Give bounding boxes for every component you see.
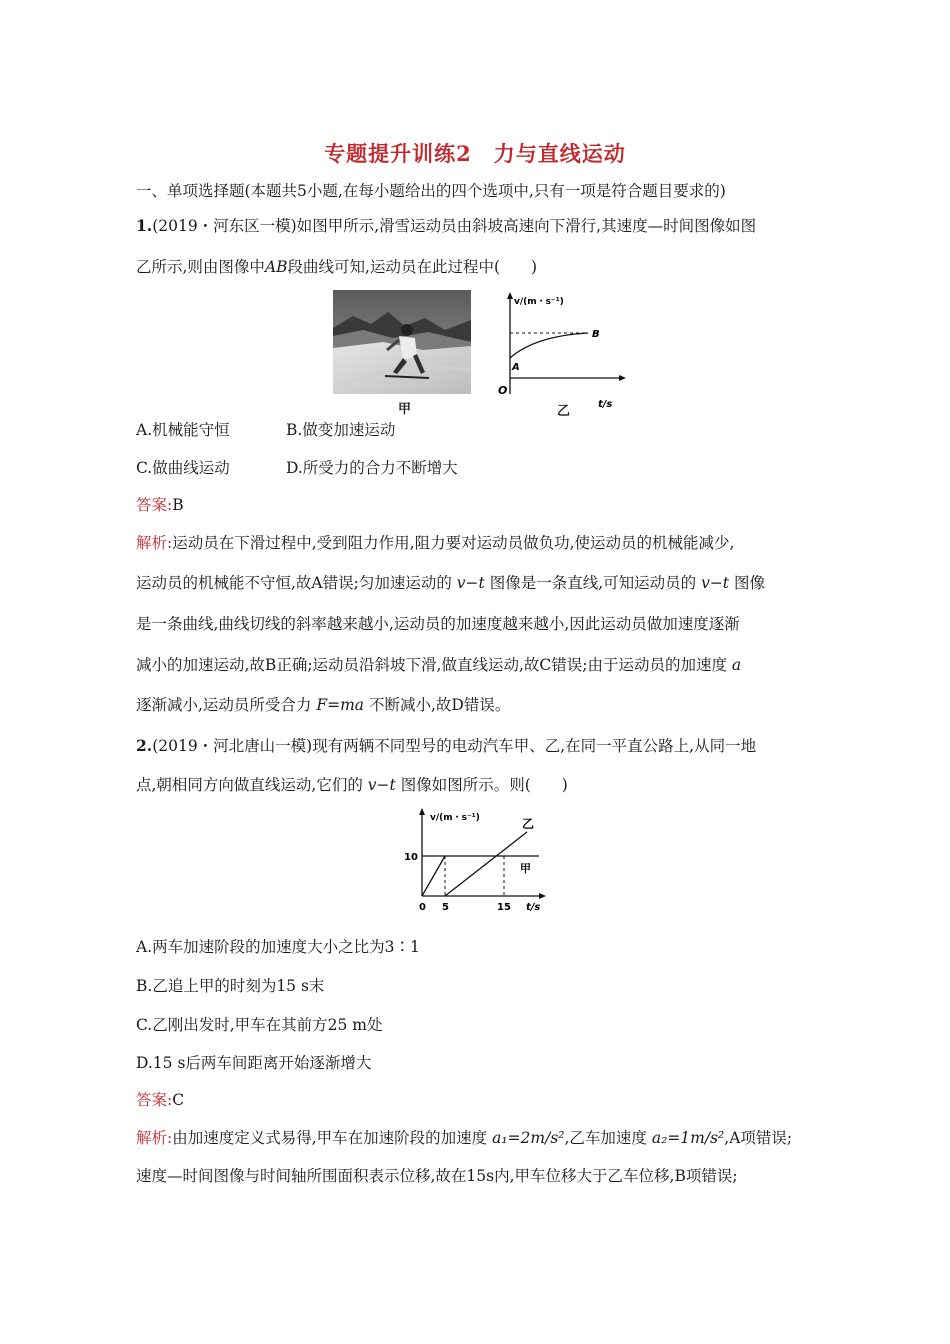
q2-x-tick-5: 5	[442, 902, 449, 913]
q1-line2-ab: AB	[264, 258, 288, 276]
q1-origin-label: O	[498, 384, 508, 397]
q2-vt-graph	[372, 806, 552, 916]
q2-option-b: B.乙追上甲的时刻为15 s末	[136, 977, 325, 995]
q1-analysis-label: 解析:	[136, 534, 173, 552]
q1-analysis-l2-a: 运动员的机械能不守恒,故A错误;匀加速运动的	[136, 574, 457, 592]
q2-analysis-line2: 速度—时间图像与时间轴所围面积表示位移,故在15s内,甲车位移大于乙车位移,B项错误;	[136, 1167, 738, 1185]
q2-label-yi: 乙	[522, 817, 535, 831]
q2-analysis-l1-b: ,乙车加速度	[564, 1129, 652, 1147]
q1-analysis-l4-a: 减小的加速运动,故B正确;运动员沿斜坡下滑,做直线运动,故C错误;由于运动员的加速度	[136, 656, 732, 674]
q2-analysis-label: 解析:	[136, 1129, 173, 1147]
skier-photo	[333, 290, 471, 394]
q1-caption-graph: 乙	[557, 404, 571, 419]
q2-analysis-line1	[136, 1128, 792, 1148]
q1-answer-label: 答案:	[136, 496, 173, 514]
q2-accel-a2: a₂=1m/s²	[651, 1129, 725, 1147]
q2-accel-a1: a₁=2m/s²	[492, 1129, 565, 1147]
q2-label-jia: 甲	[520, 862, 531, 875]
q2-x-tick-15: 15	[497, 902, 511, 913]
q1-analysis-l1-text: 运动员在下滑过程中,受到阻力作用,阻力要对运动员做负功,使运动员的机械能减少,	[172, 534, 735, 552]
q1-analysis-l2-b: 图像是一条直线,可知运动员的	[484, 574, 702, 592]
q1-analysis-line5	[136, 695, 510, 715]
q2-analysis-l1-a: 由加速度定义式易得,甲车在加速阶段的加速度	[172, 1129, 493, 1147]
q1-answer-value: B	[172, 496, 184, 514]
q1-point-b-label: B	[592, 329, 600, 340]
q2-yi-line	[445, 832, 527, 896]
q2-number: 2.	[136, 736, 153, 755]
q1-analysis-l5-b: 不断减小,故D错误。	[364, 696, 511, 714]
q2-line2-a: 点,朝相同方向做直线运动,它们的	[136, 776, 368, 794]
q2-stem-line2	[136, 775, 568, 795]
q2-stem-line1	[136, 736, 756, 756]
q1-line2-text-b: 段曲线可知,运动员在此过程中( )	[287, 258, 538, 276]
q1-caption-photo: 甲	[398, 402, 412, 417]
section-heading: 一、单项选择题(本题共5小题,在每小题给出的四个选项中,只有一项是符合题目要求的)	[136, 182, 726, 200]
q2-jia-accel-segment	[422, 856, 445, 896]
q1-analysis-line2	[136, 573, 765, 593]
q2-line2-vt: v−t	[367, 776, 396, 794]
q2-answer-value: C	[172, 1091, 185, 1109]
q2-x-tick-0: 0	[419, 902, 426, 913]
q1-analysis-vt-2: v−t	[701, 574, 730, 592]
q1-option-a: A.机械能守恒	[136, 421, 230, 439]
q2-line1-text: (2019・河北唐山一模)现有两辆不同型号的电动汽车甲、乙,在同一平直公路上,从同一地	[152, 737, 757, 755]
q2-y-label: v/(m・s⁻¹)	[430, 813, 480, 823]
q1-analysis-l5-a: 逐渐减小,运动员所受合力	[136, 696, 317, 714]
q1-y-label: v/(m・s⁻¹)	[514, 297, 564, 307]
q2-x-label: t/s	[526, 902, 541, 913]
q1-stem-line2	[136, 257, 537, 277]
q1-analysis-line3: 是一条曲线,曲线切线的斜率越来越小,运动员的加速度越来越小,因此运动员做加速度逐渐	[136, 615, 740, 633]
q2-option-a: A.两车加速阶段的加速度大小之比为3∶1	[136, 938, 420, 956]
q1-option-d: D.所受力的合力不断增大	[286, 459, 458, 477]
q1-number: 1.	[136, 216, 153, 235]
q2-answer	[136, 1090, 184, 1110]
q1-analysis-line4	[136, 655, 741, 675]
q1-analysis-l2-c: 图像	[729, 574, 765, 592]
q2-line2-b: 图像如图所示。则( )	[395, 776, 568, 794]
q1-line1-text: (2019・河东区一模)如图甲所示,滑雪运动员由斜坡高速向下滑行,其速度—时间图像如图	[152, 217, 757, 235]
q1-point-a-label: A	[512, 362, 520, 373]
q1-x-label: t/s	[598, 399, 613, 410]
q1-analysis-line1	[136, 533, 734, 553]
q1-option-b: B.做变加速运动	[286, 421, 396, 439]
q1-curve-ab	[510, 333, 588, 358]
q2-option-c: C.乙刚出发时,甲车在其前方25 m处	[136, 1016, 383, 1034]
q1-vt-graph	[490, 290, 630, 410]
q1-analysis-vt-1: v−t	[456, 574, 485, 592]
q1-line2-text-a: 乙所示,则由图像中	[136, 258, 265, 276]
q1-answer	[136, 495, 184, 515]
q2-option-d: D.15 s后两车间距离开始逐渐增大	[136, 1054, 372, 1072]
q2-y-tick-10: 10	[404, 852, 418, 863]
q2-answer-label: 答案:	[136, 1091, 173, 1109]
q2-analysis-l1-c: ,A项错误;	[724, 1129, 793, 1147]
page-title: 专题提升训练2 力与直线运动	[324, 141, 626, 166]
q1-analysis-fma: F=ma	[316, 696, 365, 714]
q1-stem-line1	[136, 216, 756, 236]
q1-analysis-accel-symbol: a	[731, 656, 742, 674]
q1-option-c: C.做曲线运动	[136, 459, 230, 477]
